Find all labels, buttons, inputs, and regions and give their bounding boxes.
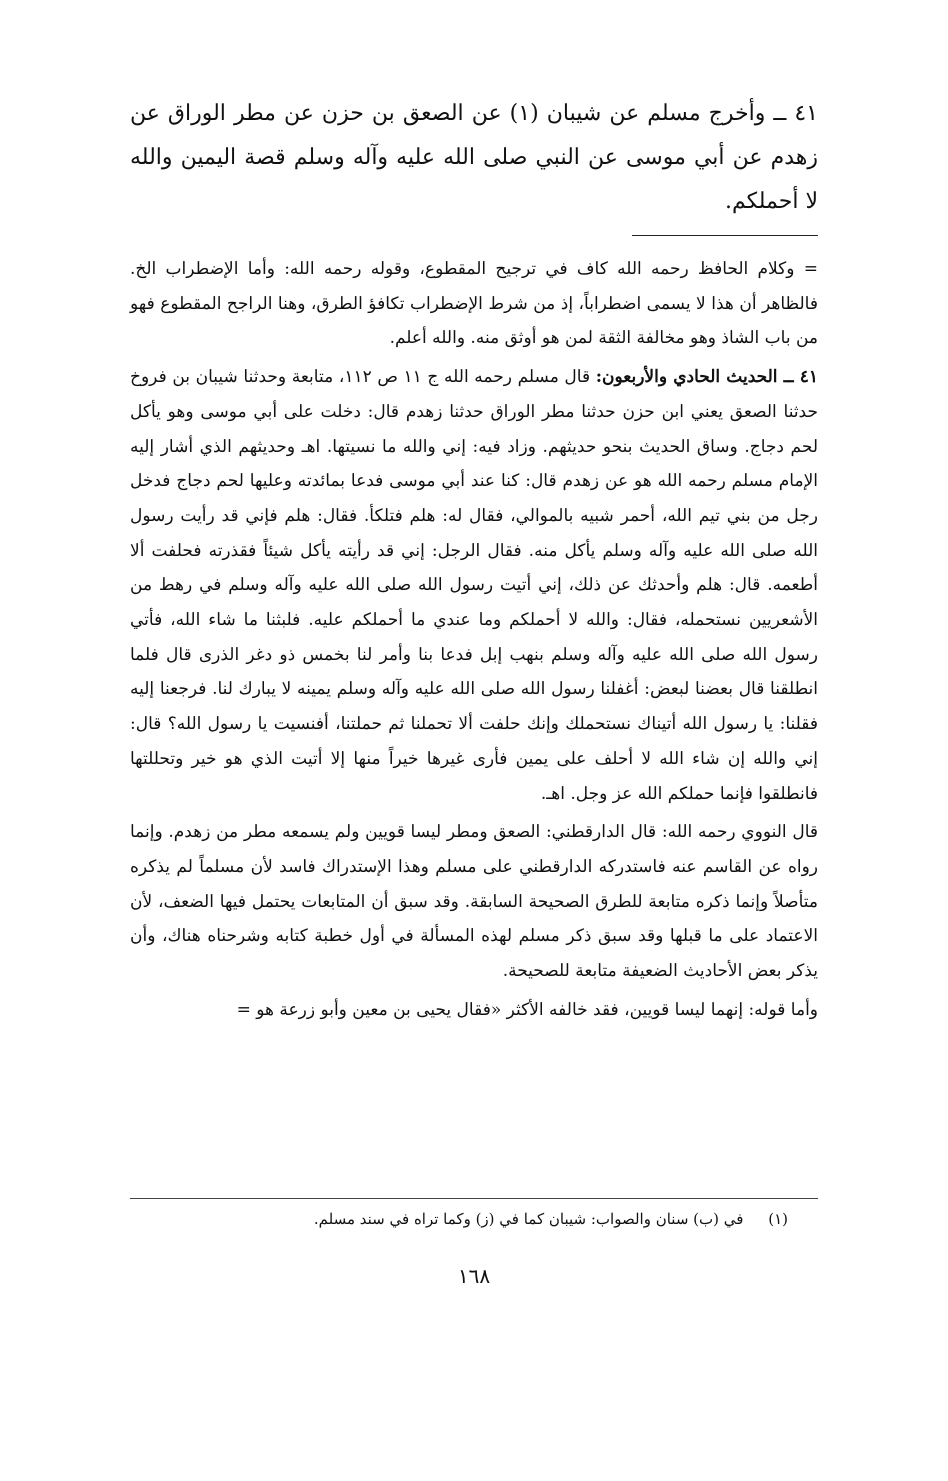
footnote-divider [130, 1198, 818, 1199]
main-hadith-text [130, 92, 818, 224]
commentary-text [130, 252, 818, 1031]
nawawi-paragraph: قال النووي رحمه الله: قال الدارقطني: الصعق ومطر ليسا قويين ولم يسمعه مطر من زهدم. وإنما رواه عن القاسم عنه فاستدركه الدارقطني على مسلم وهذا الإستدراك فاسد لأن مسلماً لم يذكره متأصلاً وإنما ذكره متابعة للطرق الصحيحة السابقة. وقد سبق أن المتابعات يحتمل فيها الضعف، لأن الاعتماد على ما قبلها وقد سبق ذكر مسلم لهذه المسألة في أول خطبة كتابه وشرحناه هناك، وأن يذكر بعض الأحاديث الضعيفة متابعة للصحيحة. [130, 822, 818, 982]
hadith-41-paragraph: ٤١ ــ وأخرج مسلم عن شيبان (١) عن الصعق بن حزن عن مطر الوراق عن زهدم عن أبي موسى عن النبي صلى الله عليه وآله وسلم قصة اليمين والله لا أحملكم. [130, 101, 818, 214]
footnote [130, 1206, 788, 1232]
section-separator [632, 235, 818, 236]
hadith-41-text: قال مسلم رحمه الله ج ١١ ص ١١٢، متابعة وحدثنا شيبان بن فروخ حدثنا الصعق يعني ابن حزن حدثنا مطر الوراق حدثنا زهدم قال: دخلت على أبي موسى وهو يأكل لحم دجاج. وساق الحديث بنحو حديثهم. وزاد فيه: إني والله ما نسيتها. اهـ وحديثهم الذي أشار إليه الإمام مسلم رحمه الله هو عن زهدم قال: كنا عند أبي موسى فدعا بمائدته وعليها لحم دجاج فدخل رجل من بني تيم الله، أحمر شبيه بالموالي، فقال له: هلم فتلكأ. فقال: هلم فإني قد رأيت رسول الله صلى الله عليه وآله وسلم يأكل منه. فقال الرجل: إني قد رأيته يأكل شيئاً فقذرته فحلفت ألا أطعمه. قال: هلم وأحدثك عن ذلك، إني أتيت رسول الله صلى الله عليه وآله وسلم في رهط من الأشعريين نستحمله، فقال: والله لا أحملكم وما عندي ما أحملكم عليه. فلبثنا ما شاء الله، فأتي رسول الله صلى الله عليه وآله وسلم بنهب إبل فدعا بنا وأمر لنا بخمس ذو دغر الذرى قال فلما انطلقنا قال بعضنا لبعض: أغفلنا رسول الله صلى الله عليه وآله وسلم يمينه لا يبارك لنا. فرجعنا إليه فقلنا: يا رسول الله أتيناك نستحملك وإنك حلفت ألا تحملنا ثم حملتنا، أفنسيت يا رسول الله؟ قال: إني والله إن شاء الله لا أحلف على يمين فأرى غيرها خيراً منها إلا أتيت الذي هو خير وتحللتها فانطلقوا فإنما حملكم الله عز وجل. اهـ. [130, 367, 818, 804]
footnote-text: في (ب) سنان والصواب: شيبان كما في (ز) وكما تراه في سند مسلم. [313, 1210, 744, 1228]
hadith-41-heading: ٤١ ــ الحديث الحادي والأربعون: [595, 367, 819, 388]
continued-commentary: = وكلام الحافظ رحمه الله كاف في ترجيح المقطوع، وقوله رحمه الله: وأما الإضطراب الخ. فالظاهر أن هذا لا يسمى اضطراباً، إذ من شرط الإضطراب تكافؤ الطرق، وهنا الراجح المقطوع فهو من باب الشاذ وهو مخالفة الثقة لمن هو أوثق منه. والله أعلم. [130, 259, 818, 349]
page-number: ١٦٨ [457, 1264, 491, 1288]
hadith-heading-paragraph [130, 360, 818, 811]
footnote-number: (١) [768, 1210, 788, 1228]
closing-paragraph: وأما قوله: إنهما ليسا قويين، فقد خالفه الأكثر «فقال يحيى بن معين وأبو زرعة هو = [236, 999, 818, 1020]
